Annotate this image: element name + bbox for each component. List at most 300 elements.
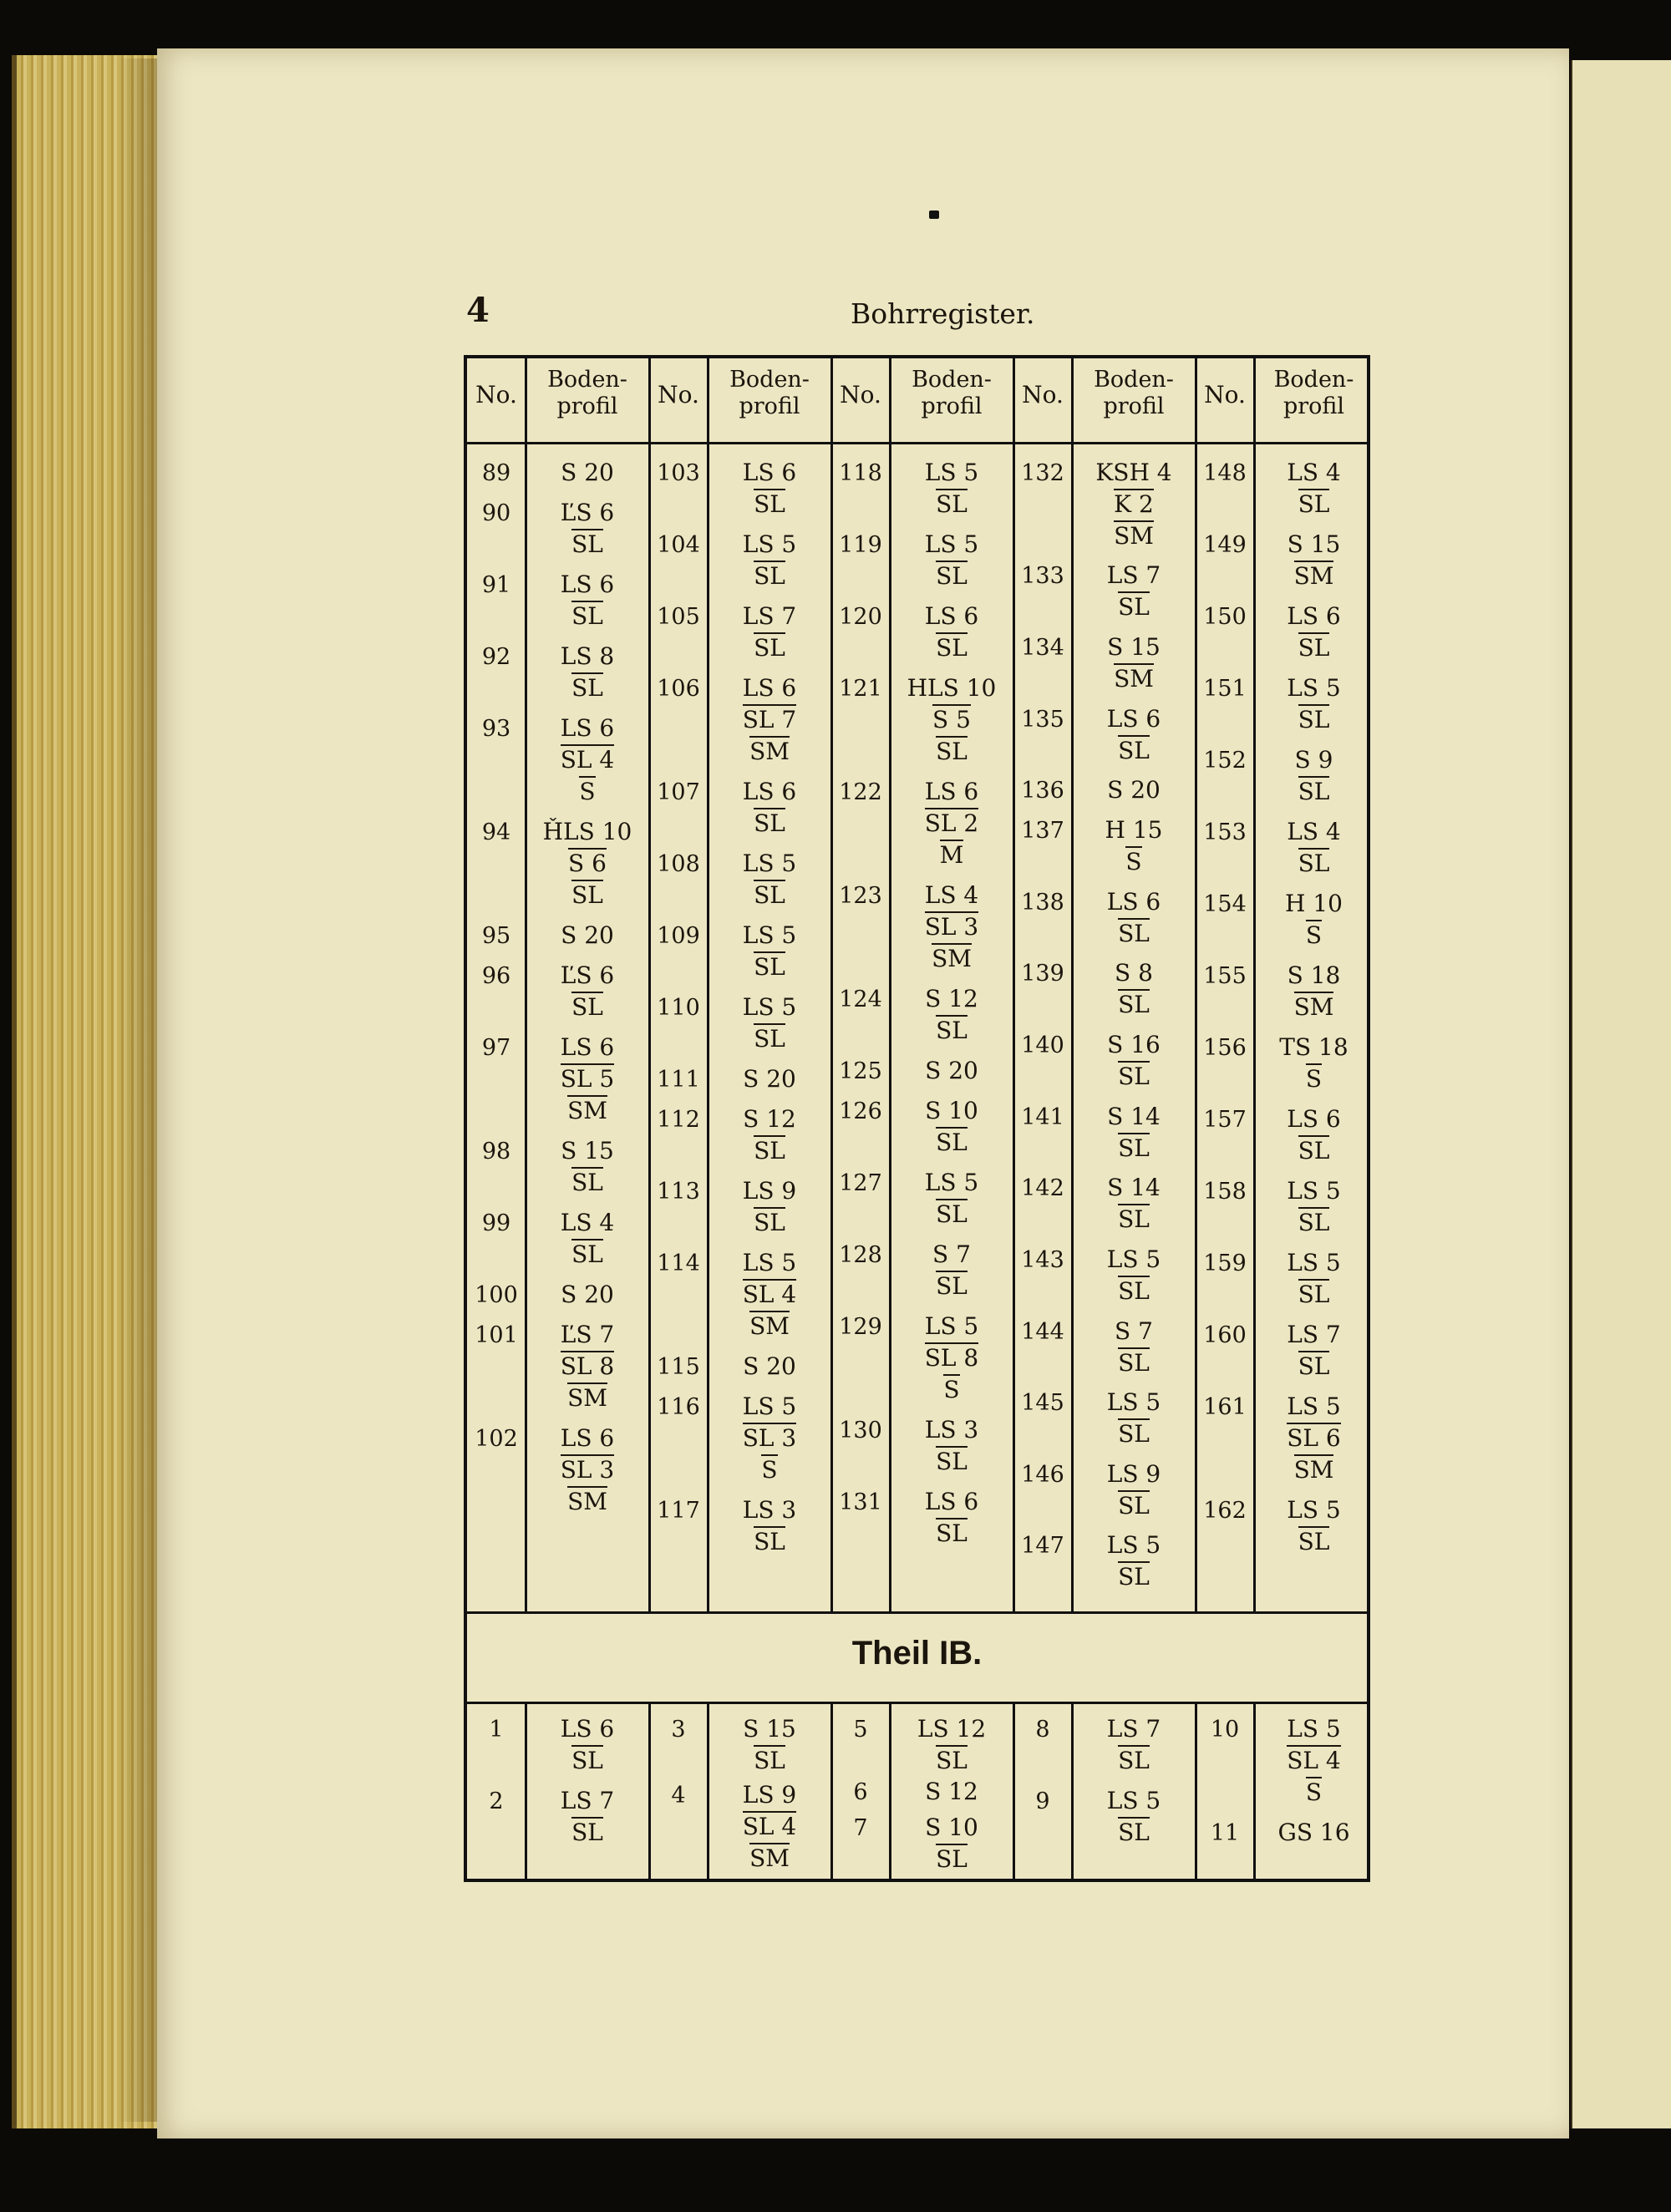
soil-layer-text: SL — [936, 1747, 968, 1774]
header-no: No. — [658, 381, 699, 408]
soil-profile — [1072, 703, 1196, 767]
soil-layer: LS 4 — [1287, 818, 1341, 845]
soil-profile — [1072, 1101, 1196, 1164]
soil-profile — [526, 641, 649, 704]
soil-layer: S 20 — [1107, 776, 1161, 804]
soil-layer-text: SL — [754, 1528, 785, 1555]
header-bodenprofil-line: Boden- — [547, 367, 627, 393]
soil-profile — [526, 1713, 649, 1777]
soil-layer — [890, 561, 1013, 592]
entry-number: 151 — [1203, 676, 1247, 702]
soil-profile — [1072, 560, 1196, 623]
soil-profile — [1254, 601, 1374, 664]
soil-layer: LS 3 — [924, 1416, 979, 1443]
soil-layer — [1254, 1135, 1374, 1167]
soil-layer-text: SL — [754, 1025, 785, 1053]
entry-number: 129 — [839, 1314, 882, 1340]
entry-number: 105 — [657, 604, 700, 630]
soil-layer — [708, 736, 831, 768]
entry-number: 130 — [839, 1418, 882, 1443]
entry-number: 122 — [839, 779, 882, 805]
soil-layer-text: SL — [936, 1519, 968, 1547]
soil-layer: HLS 10 — [907, 674, 997, 702]
entry-number: 134 — [1021, 635, 1064, 662]
soil-layer-text: S — [579, 778, 596, 805]
soil-layer — [526, 992, 649, 1023]
soil-layer-text: SL — [754, 1747, 785, 1774]
soil-layer — [526, 1063, 649, 1095]
soil-profile — [1072, 457, 1196, 552]
soil-layer: TS 18 — [1279, 1033, 1348, 1061]
entry-number: 124 — [839, 987, 882, 1012]
soil-layer — [708, 489, 831, 520]
soil-profile — [1254, 816, 1374, 880]
header-bodenprofil-line: Boden- — [1094, 367, 1174, 393]
entry-number: 135 — [1021, 706, 1064, 733]
entry-number: 97 — [481, 1035, 511, 1061]
soil-layer-text: SL — [754, 809, 785, 837]
entry-number: 138 — [1021, 889, 1064, 916]
entry-number: 92 — [481, 644, 511, 670]
soil-layer-text: SL — [571, 674, 603, 702]
entry-number: 1 — [489, 1717, 504, 1743]
soil-layer: S 20 — [743, 1352, 796, 1380]
soil-layer: LS 5 — [1106, 1388, 1161, 1417]
soil-layer-text: SM — [567, 1384, 607, 1412]
header-no: No. — [1204, 381, 1246, 408]
soil-layer-text: SM — [1293, 993, 1334, 1021]
soil-layer: LS 5 — [742, 993, 797, 1021]
soil-layer: LS 4 — [560, 1209, 615, 1236]
soil-layer-text: SL — [1298, 1137, 1330, 1164]
soil-layer — [890, 1374, 1013, 1406]
soil-profile — [1072, 632, 1196, 695]
soil-layer: LS 6 — [924, 1488, 979, 1515]
soil-layer-text: SL 3 — [742, 1424, 797, 1452]
soil-layer — [526, 1167, 649, 1199]
page-number: 4 — [466, 291, 490, 330]
soil-layer — [890, 1342, 1013, 1374]
soil-layer — [890, 1199, 1013, 1230]
soil-layer-text: SL 8 — [560, 1352, 615, 1380]
entry-number: 101 — [475, 1322, 518, 1348]
soil-layer — [526, 1454, 649, 1486]
soil-layer: S 20 — [561, 921, 614, 949]
entry-number: 161 — [1203, 1394, 1247, 1420]
soil-layer: H 15 — [1105, 816, 1163, 845]
soil-layer: S 20 — [561, 459, 614, 486]
soil-layer — [526, 848, 649, 880]
header-no: No. — [1022, 381, 1064, 408]
entry-number: 162 — [1203, 1498, 1247, 1524]
soil-profile — [1254, 672, 1374, 736]
soil-profile — [526, 1785, 649, 1849]
entry-number: 99 — [481, 1210, 511, 1236]
soil-layer-text: SL — [1298, 1352, 1330, 1380]
soil-profile — [1072, 1387, 1196, 1450]
soil-profile — [526, 960, 649, 1023]
soil-layer: LS 5 — [1287, 1177, 1341, 1205]
soil-layer-text: SL — [754, 490, 785, 518]
soil-layer-text: SL — [936, 490, 968, 518]
soil-layer: LS 9 — [1106, 1459, 1161, 1488]
soil-profile — [526, 1207, 649, 1271]
soil-layer — [1072, 1133, 1196, 1164]
soil-profile — [890, 601, 1013, 664]
soil-layer — [1254, 1423, 1374, 1454]
entry-number: 4 — [671, 1783, 686, 1809]
soil-layer — [1072, 489, 1196, 520]
soil-profile — [526, 816, 649, 911]
soil-layer: LS 12 — [917, 1715, 987, 1743]
soil-layer — [526, 601, 649, 632]
entry-number: 123 — [839, 883, 882, 909]
soil-profile — [526, 920, 649, 951]
soil-layer-text: SL — [1118, 1491, 1150, 1519]
soil-profile — [890, 1776, 1013, 1808]
soil-layer-text: SL — [936, 738, 968, 765]
entry-number: 6 — [853, 1779, 868, 1806]
soil-layer: LS 6 — [560, 1424, 615, 1452]
boring-register-table — [464, 355, 1370, 1882]
soil-layer: LS 5 — [1106, 1787, 1161, 1814]
soil-profile — [1254, 1713, 1374, 1809]
entry-number: 144 — [1021, 1318, 1064, 1345]
soil-layer-text: SL — [571, 1240, 603, 1268]
soil-layer: LS 6 — [924, 602, 979, 630]
soil-profile — [1254, 1319, 1374, 1382]
header-bodenprofil-line: Boden- — [729, 367, 810, 393]
soil-layer — [526, 1745, 649, 1777]
soil-layer-text: SL — [754, 953, 785, 981]
soil-profile — [1072, 957, 1196, 1021]
header-bodenprofil-line: profil — [556, 393, 618, 419]
soil-profile — [1254, 457, 1374, 520]
soil-layer: S 18 — [1287, 961, 1341, 989]
soil-layer — [1254, 704, 1374, 736]
soil-layer: S 9 — [1294, 746, 1333, 774]
soil-layer-text: SL — [936, 1272, 968, 1300]
soil-layer: S 10 — [925, 1097, 978, 1124]
soil-layer — [526, 1486, 649, 1518]
soil-profile — [890, 880, 1013, 975]
soil-layer: LS 5 — [742, 921, 797, 949]
soil-layer-text: SL — [571, 602, 603, 630]
soil-profile — [708, 457, 831, 520]
entry-number: 127 — [839, 1170, 882, 1196]
entry-number: 152 — [1203, 748, 1247, 774]
soil-layer-text: SL — [1298, 1281, 1330, 1308]
soil-layer-text: S — [1305, 1778, 1323, 1806]
soil-layer — [1072, 1418, 1196, 1450]
soil-profile — [1254, 529, 1374, 592]
entry-number: 10 — [1210, 1717, 1240, 1743]
soil-layer — [1254, 1351, 1374, 1382]
soil-layer — [1254, 1454, 1374, 1486]
soil-layer — [526, 1382, 649, 1414]
header-no: No. — [840, 381, 881, 408]
soil-profile — [890, 1812, 1013, 1875]
soil-profile — [890, 457, 1013, 520]
soil-profile — [1254, 1494, 1374, 1558]
soil-layer — [708, 1843, 831, 1875]
soil-layer: LS 7 — [1106, 561, 1161, 590]
soil-profile — [890, 1055, 1013, 1087]
soil-layer: LS 5 — [1287, 1393, 1341, 1420]
soil-profile — [526, 457, 649, 489]
soil-layer-text: SL — [571, 1169, 603, 1196]
soil-layer: ȞLS 10 — [542, 818, 632, 845]
soil-profile — [708, 1247, 831, 1342]
entry-number: 95 — [481, 923, 511, 949]
soil-layer — [1072, 663, 1196, 695]
soil-layer-text: SM — [567, 1488, 607, 1515]
entry-number: 131 — [839, 1489, 882, 1515]
entry-number: 140 — [1021, 1032, 1064, 1058]
soil-layer — [708, 1311, 831, 1342]
soil-layer: S 15 — [743, 1715, 796, 1743]
soil-layer — [1072, 735, 1196, 767]
soil-layer — [708, 1135, 831, 1167]
gutter-shadow — [117, 58, 159, 2122]
soil-layer-text: SL — [754, 634, 785, 662]
entry-number: 11 — [1210, 1820, 1240, 1846]
entry-number: 98 — [481, 1139, 511, 1164]
soil-profile — [1072, 1244, 1196, 1307]
soil-profile — [526, 1423, 649, 1518]
entry-number: 153 — [1203, 819, 1247, 845]
entry-number: 103 — [657, 460, 700, 486]
soil-profile — [890, 1167, 1013, 1230]
soil-layer — [890, 911, 1013, 943]
soil-layer — [708, 1423, 831, 1454]
soil-layer — [1254, 848, 1374, 880]
soil-layer: S 16 — [1107, 1031, 1161, 1058]
soil-layer: LS 6 — [560, 1715, 615, 1743]
soil-layer — [1254, 561, 1374, 592]
soil-layer — [1254, 1063, 1374, 1095]
entry-number: 7 — [853, 1814, 868, 1841]
soil-layer: LS 5 — [742, 530, 797, 558]
soil-layer-text: SL — [754, 562, 785, 590]
soil-layer-text: S 6 — [568, 850, 607, 877]
soil-layer — [708, 1745, 831, 1777]
soil-layer — [708, 1526, 831, 1558]
soil-profile — [890, 1414, 1013, 1478]
soil-layer-text: SL 7 — [742, 706, 797, 733]
section-rule — [467, 1611, 1367, 1614]
soil-layer: LS 9 — [742, 1781, 797, 1809]
entry-number: 102 — [475, 1426, 518, 1452]
soil-layer — [890, 704, 1013, 736]
entry-number: 119 — [839, 532, 882, 558]
entry-number: 120 — [839, 604, 882, 630]
soil-layer: LS 5 — [1287, 1715, 1341, 1743]
entry-number: 94 — [481, 819, 511, 845]
soil-layer: LS 3 — [742, 1496, 797, 1524]
soil-layer-text: SL 2 — [924, 809, 979, 837]
soil-layer — [1254, 632, 1374, 664]
soil-layer — [1072, 989, 1196, 1021]
soil-layer: LS 5 — [1287, 674, 1341, 702]
soil-layer-text: SL — [1298, 706, 1330, 733]
soil-layer-text: SL — [936, 1017, 968, 1044]
soil-layer: S 7 — [1115, 1317, 1153, 1345]
soil-layer-text: SL — [571, 530, 603, 558]
soil-layer: S 12 — [925, 1778, 978, 1806]
soil-layer: S 20 — [561, 1281, 614, 1308]
soil-layer: LS 6 — [1106, 887, 1161, 916]
soil-profile — [1254, 1175, 1374, 1239]
entry-number: 145 — [1021, 1390, 1064, 1417]
soil-profile — [1072, 1029, 1196, 1093]
entry-number: 155 — [1203, 963, 1247, 989]
header-bodenprofil-line: profil — [739, 393, 800, 419]
soil-layer — [890, 840, 1013, 871]
soil-layer-text: SL — [936, 1129, 968, 1156]
soil-layer: GS 16 — [1277, 1819, 1350, 1846]
entry-number: 113 — [657, 1179, 700, 1205]
soil-layer: LS 6 — [560, 714, 615, 742]
soil-layer-text: S — [943, 1376, 960, 1403]
section-rule — [467, 1702, 1367, 1704]
soil-layer-text: SL — [1118, 1063, 1150, 1090]
soil-layer — [890, 632, 1013, 664]
soil-layer: LS 6 — [1287, 602, 1341, 630]
soil-layer — [526, 1817, 649, 1849]
soil-layer — [708, 1454, 831, 1486]
soil-layer: LS 6 — [560, 571, 615, 598]
soil-layer — [1072, 1061, 1196, 1093]
header-bodenprofil — [708, 367, 831, 420]
soil-layer: LS 5 — [1287, 1249, 1341, 1276]
soil-profile — [708, 1351, 831, 1382]
soil-profile — [1072, 774, 1196, 806]
entry-number: 93 — [481, 716, 511, 742]
soil-layer-text: S — [1305, 1065, 1323, 1093]
header-bodenprofil — [890, 367, 1013, 420]
soil-layer: H 10 — [1285, 890, 1343, 917]
soil-layer: LS 5 — [742, 1249, 797, 1276]
soil-layer — [890, 1745, 1013, 1777]
soil-layer — [708, 561, 831, 592]
entry-number: 160 — [1203, 1322, 1247, 1348]
soil-layer-text: SM — [749, 1312, 790, 1340]
soil-layer-text: S — [1305, 921, 1323, 949]
soil-layer — [1254, 1279, 1374, 1311]
soil-layer-text: SM — [932, 945, 972, 972]
soil-layer-text: SL — [936, 634, 968, 662]
soil-profile — [1254, 744, 1374, 808]
soil-layer-text: SM — [749, 738, 790, 765]
soil-layer: LS 4 — [1287, 459, 1341, 486]
soil-layer — [1254, 776, 1374, 808]
entry-number: 107 — [657, 779, 700, 805]
soil-layer-text: SL — [1118, 1205, 1150, 1234]
soil-layer: LS 5 — [742, 850, 797, 877]
soil-layer-text: SL — [571, 1747, 603, 1774]
soil-profile — [890, 983, 1013, 1047]
header-bodenprofil-line: profil — [1103, 393, 1165, 419]
soil-layer — [526, 529, 649, 561]
soil-layer: ĽS 7 — [560, 1321, 615, 1348]
entry-number: 118 — [839, 460, 882, 486]
entry-number: 133 — [1021, 563, 1064, 590]
soil-layer-text: SL — [1118, 1134, 1150, 1162]
soil-profile — [708, 1175, 831, 1239]
entry-number: 111 — [657, 1067, 700, 1093]
soil-layer-text: SL 4 — [1287, 1747, 1341, 1774]
soil-profile — [526, 497, 649, 561]
soil-profile — [1254, 1391, 1374, 1486]
soil-layer — [890, 1518, 1013, 1550]
soil-layer-text: SL — [1118, 1348, 1150, 1377]
soil-layer: LS 5 — [924, 530, 979, 558]
entry-number: 109 — [657, 923, 700, 949]
entry-number: 149 — [1203, 532, 1247, 558]
soil-layer — [526, 1095, 649, 1127]
soil-layer — [708, 1279, 831, 1311]
soil-layer: LS 7 — [1106, 1715, 1161, 1743]
soil-layer-text: SL — [754, 1209, 785, 1236]
soil-layer-text: SL — [1298, 1209, 1330, 1236]
soil-layer — [890, 808, 1013, 840]
soil-layer — [1072, 1204, 1196, 1235]
soil-profile — [1254, 1247, 1374, 1311]
entry-number: 154 — [1203, 891, 1247, 917]
entry-number: 147 — [1021, 1533, 1064, 1560]
header-bodenprofil — [526, 367, 649, 420]
soil-layer-text: SL 4 — [560, 746, 615, 774]
entry-number: 143 — [1021, 1246, 1064, 1273]
soil-layer: S 8 — [1115, 959, 1153, 987]
soil-layer: LS 7 — [1287, 1321, 1341, 1348]
soil-layer: LS 8 — [560, 642, 615, 670]
soil-layer — [526, 744, 649, 776]
soil-layer-text: M — [939, 841, 964, 869]
soil-layer: LS 9 — [742, 1177, 797, 1205]
soil-layer — [1072, 1745, 1196, 1777]
soil-profile — [890, 776, 1013, 871]
soil-layer: LS 6 — [1287, 1105, 1341, 1133]
soil-profile — [708, 776, 831, 840]
header-bodenprofil-line: Boden- — [1273, 367, 1354, 393]
header-bodenprofil — [1254, 367, 1374, 420]
soil-layer — [1072, 520, 1196, 552]
soil-profile — [708, 1494, 831, 1558]
entry-number: 91 — [481, 572, 511, 598]
soil-profile — [1254, 1103, 1374, 1167]
soil-profile — [526, 1032, 649, 1127]
entry-number: 158 — [1203, 1179, 1247, 1205]
soil-layer-text: SL 6 — [1287, 1424, 1341, 1452]
soil-layer-text: SL — [1298, 1528, 1330, 1555]
soil-layer-text: SL 8 — [924, 1344, 979, 1372]
soil-layer — [1072, 591, 1196, 623]
soil-profile — [708, 1103, 831, 1167]
soil-profile — [1072, 1172, 1196, 1235]
header-bodenprofil-line: profil — [1282, 393, 1345, 419]
soil-layer-text: SM — [567, 1097, 607, 1124]
soil-layer-text: SL — [1118, 919, 1150, 947]
soil-layer — [708, 808, 831, 840]
entry-number: 115 — [657, 1354, 700, 1380]
soil-profile — [1254, 960, 1374, 1023]
soil-layer-text: SL — [1298, 778, 1330, 805]
soil-layer-text: SM — [1293, 1456, 1334, 1484]
soil-profile — [890, 1095, 1013, 1159]
header-no: No. — [475, 381, 517, 408]
